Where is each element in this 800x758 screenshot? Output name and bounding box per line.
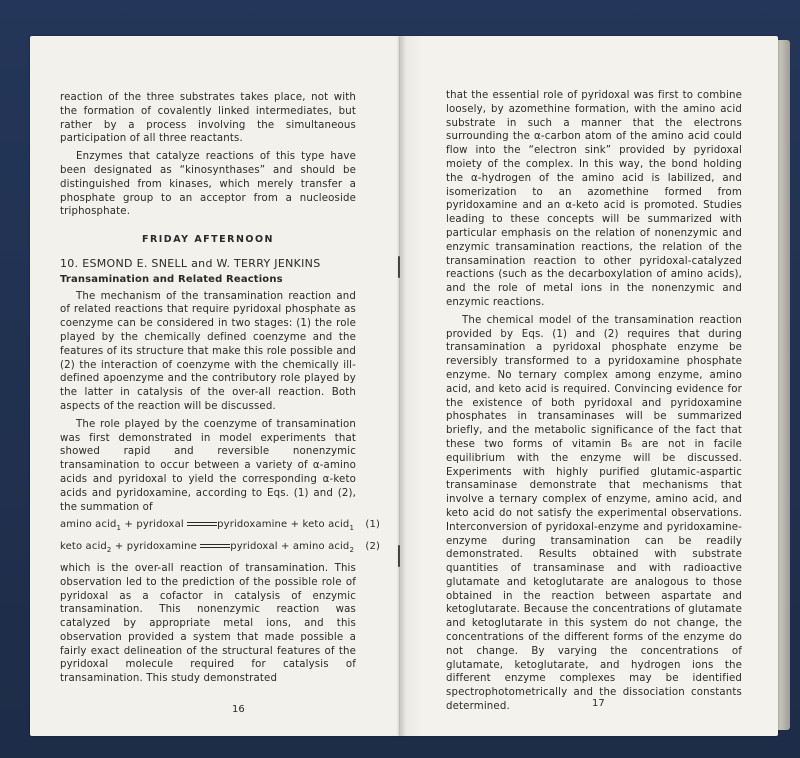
page-number: 16	[232, 704, 245, 715]
staple	[398, 545, 400, 567]
paragraph: Enzymes that catalyze reactions of this type have been designated as “kinosynthases” and should be distinguished from kinases, which merely transfer a phosphate group to an acceptor from a nucleoside triphosphate.	[60, 151, 356, 218]
eq-term: pyridoxal + amino acid	[230, 541, 350, 553]
page-number: 17	[592, 698, 605, 709]
equation-2	[60, 540, 381, 558]
staple	[398, 256, 400, 278]
paragraph: The mechanism of the transamination reaction and of related reactions that require pyridoxal phosphate as coenzyme can be considered in two stages: (1) the role played by the chemically defined coenzyme and the features of its structure that make this role possible and (2) the interaction of coenzyme with the chemically ill-defined apoenzyme and the contributory role played by the latter in catalysis of the over-all reaction. Both aspects of the reaction will be discussed.	[60, 290, 356, 412]
equilibrium-arrow-icon	[200, 542, 230, 550]
equation-1	[60, 518, 381, 536]
paragraph: reaction of the three substrates takes place, not with the formation of covalently linked intermediates, but rather by a process involving the simultaneous participation of all three reactants.	[60, 92, 356, 145]
authors: ESMOND E. SNELL and W. TERRY JENKINS	[82, 256, 321, 270]
eq-subscript: 1	[349, 524, 355, 533]
eq-subscript: 2	[349, 546, 355, 555]
eq-term: pyridoxamine + keto acid	[217, 519, 350, 531]
item-number: 10.	[60, 256, 79, 270]
eq-term: amino acid	[60, 519, 117, 531]
page-edge	[776, 40, 790, 730]
left-page	[30, 36, 400, 736]
equilibrium-arrow-icon	[187, 520, 217, 528]
eq-subscript: 1	[116, 524, 122, 533]
paragraph: The chemical model of the transamination reaction provided by Eqs. (1) and (2) requires that during transamination a pyridoxal phosphate enzyme be reversibly transformed to a pyridoxamine phosphate enzyme. No ternary complex among enzyme, amino acid, and keto acid is required. Convincing evidence for the existence of both pyridoxal and pyridoxamine phosphates in transaminases will be summarized briefly, and the metabolic significance of the fact that these two forms of vitamin B₆ are not in facile equilibrium with the enzyme will be discussed. Experiments with highly purified glutamic-aspartic transaminase demonstrate that mechanisms that involve a ternary complex of enzyme, amino acid, and keto acid do not satisfy the experimental observations. Interconversion of pyridoxal-enzyme and pyridoxamine-enzyme during transamination can be readily demonstrated. Results obtained with substrate quantities of transaminase and with radioactive glutamate and ketoglutarate are analogous to those obtained in the reaction between aspartate and ketoglutarate. Because the concentrations of glutamate and ketoglutarate in this system do not change, the concentrations of the different forms of the enzyme do not change. By varying the concentrations of glutamate, ketoglutarate, and hydrogen ions the different enzyme complexes may be identified spectrophotometrically and the dissociation constants determined.	[446, 314, 742, 713]
equation-number: (1)	[365, 519, 381, 531]
paper-title: Transamination and Related Reactions	[60, 273, 283, 285]
section-heading: FRIDAY AFTERNOON	[141, 234, 275, 246]
eq-term: + pyridoxamine	[111, 541, 201, 553]
paragraph: The role played by the coenzyme of transamination was first demonstrated in model experiments that showed rapid and reversible nonenzymic transamination to occur between a variety of α-amino acids and pyridoxal to yield the corresponding α-keto acids and pyridoxamine, according to Eqs. (1) and (2), the summation of	[60, 418, 356, 513]
left-column	[60, 91, 381, 690]
eq-term: + pyridoxal	[121, 519, 188, 531]
paragraph: which is the over-all reaction of transamination. This observation led to the prediction of the possible role of pyridoxal as a cofactor in catalysis of enzymic transamination. This nonenzymic reaction was catalyzed by appropriate metal ions, and this observation provided a system that made possible a fairly exact delineation of the structural features of the pyridoxal molecule required for catalysis of transamination. This study demonstrated	[60, 562, 356, 685]
right-page	[400, 36, 778, 736]
author-line	[60, 257, 356, 271]
paragraph: that the essential role of pyridoxal was first to combine loosely, by azomethine formation, with the amino acid substrate in such a manner that the electrons surrounding the α-carbon atom of the amino acid could flow into the “electron sink” provided by pyridoxal moiety of the complex. In this way, the bond holding the α-hydrogen of the amino acid is labilized, and isomerization to an azomethine formed from pyridoxamine and an α-keto acid is promoted. Studies leading to these concepts will be summarized with particular emphasis on the relation of nonenzymic and enzymic transamination reactions, the relation of the transamination reaction to other pyridoxal-catalyzed reactions (such as the decarboxylation of amino acids), and the role of metal ions in the nonenzymic and enzymic reactions.	[446, 90, 742, 308]
right-column	[446, 89, 742, 718]
eq-subscript: 2	[106, 546, 112, 555]
equation-number: (2)	[365, 541, 381, 553]
spine	[396, 36, 406, 736]
open-booklet	[30, 30, 790, 742]
eq-term: keto acid	[60, 541, 107, 553]
